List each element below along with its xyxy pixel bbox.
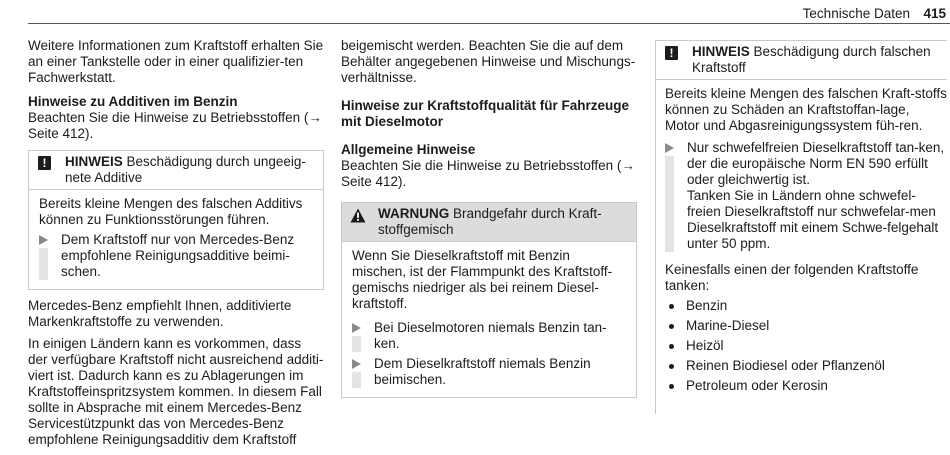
- page-number: 415: [923, 6, 946, 21]
- bullet-icon: [669, 344, 674, 349]
- list-item: Petroleum oder Kerosin: [665, 378, 947, 394]
- additives-heading: Hinweise zu Additiven im Benzin: [28, 94, 238, 109]
- recommend-paragraph: Mercedes-Benz empfiehlt Ihnen, additivierte Markenkraftstoffe zu verwenden.: [28, 298, 292, 329]
- warning-triangle-icon: [350, 208, 366, 223]
- step-bar: [39, 248, 48, 280]
- step-text: Dem Kraftstoff nur von Mercedes-Benz empfohlene Reinigungsadditive beimi-schen.: [61, 232, 295, 279]
- column-1: [28, 38, 324, 452]
- step-bar: [665, 156, 674, 252]
- bullet-icon: [669, 364, 674, 369]
- list-item: Benzin: [665, 298, 947, 314]
- notice-text: Bereits kleine Mengen des falschen Kraft-stoffs können zu Schäden an Kraftstoffan-lage, Motor und Abgasreinigungssystem füh-ren.: [665, 86, 947, 133]
- exclamation-icon: !: [665, 46, 678, 60]
- triangle-arrow-icon: [39, 235, 48, 245]
- warning-title: Brandgefahr durch Kraft-stoffgemisch: [378, 206, 602, 237]
- bullet-icon: [669, 384, 674, 389]
- notice-label: HINWEIS: [692, 44, 750, 59]
- list-item: Marine-Diesel: [665, 318, 947, 334]
- column-3-left-rule: [655, 76, 656, 414]
- quality-heading: Hinweise zur Kraftstoffqualität für Fahrzeuge mit Dieselmotor: [341, 98, 630, 129]
- step-text: Bei Dieselmotoren niemals Benzin tan-ken.: [374, 320, 607, 351]
- column-3: [655, 40, 947, 398]
- step-extra-text: Tanken Sie in Ländern ohne schwefel-freien Dieselkraftstoff nur schwefelar-men Dieselkraftstoff mit einem Schwe-felgehalt unter 50 ppm.: [687, 188, 939, 251]
- general-heading: Allgemeine Hinweise: [341, 142, 476, 157]
- header-rule: [28, 23, 950, 24]
- exclamation-icon: !: [38, 156, 51, 170]
- notice-box-fuel: [655, 40, 947, 80]
- bullet-icon: [669, 304, 674, 309]
- action-step: [39, 232, 313, 280]
- section-title: Technische Daten: [802, 6, 910, 21]
- action-step: [352, 356, 626, 388]
- notice-label: HINWEIS: [65, 154, 123, 169]
- page-header: [0, 0, 950, 24]
- step-text: Nur schwefelfreien Dieselkraftstoff tan-ken, der die europäische Norm EN 590 erfüllt oder gleichwertig ist.: [687, 140, 945, 187]
- never-intro: Keinesfalls einen der folgenden Kraftstoffe tanken:: [665, 262, 919, 293]
- bullet-icon: [669, 324, 674, 329]
- notice-text: Bereits kleine Mengen des falschen Additivs können zu Funktionsstörungen führen.: [39, 196, 303, 227]
- warning-label: WARNUNG: [378, 206, 450, 221]
- list-item: Heizöl: [665, 338, 947, 354]
- countries-paragraph: In einigen Ländern kann es vorkommen, dass der verfügbare Kraftstoff nicht ausreichend additi-viert ist. Dadurch kann es zu Ablagerungen im Kraftstoffeinspritzsystem kommen. In diesem Fall sollte in Absprache mit einem Mercedes-Benz Servicestützpunkt das von Mercedes-Benz empfohlene Reinigungsadditiv dem Kraftstoff: [28, 336, 324, 447]
- column-2: [341, 38, 637, 406]
- notice-body: [655, 86, 947, 394]
- never-fuel-list: [665, 298, 947, 394]
- step-text: Dem Dieselkraftstoff niemals Benzin beimischen.: [374, 356, 591, 387]
- notice-header: [29, 151, 323, 190]
- step-bar: [352, 336, 361, 352]
- notice-body: [29, 190, 323, 289]
- warning-text: Wenn Sie Dieselkraftstoff mit Benzin mischen, ist der Flammpunkt des Kraftstoff-gemischs niedriger als bei reinem Diesel-kraftstoff.: [352, 248, 613, 311]
- general-text: Beachten Sie die Hinweise zu Betriebsstoffen (→ Seite 412).: [341, 158, 635, 189]
- notice-title: Beschädigung durch falschen Kraftstoff: [692, 44, 931, 75]
- list-item: Reinen Biodiesel oder Pflanzenöl: [665, 358, 947, 374]
- notice-header: [656, 41, 947, 79]
- notice-title: Beschädigung durch ungeeig-nete Additive: [65, 154, 306, 185]
- step-bar: [352, 372, 361, 388]
- triangle-arrow-icon: [352, 323, 361, 333]
- action-step: [665, 140, 947, 252]
- warning-body: [342, 242, 636, 397]
- triangle-arrow-icon: [352, 359, 361, 369]
- additives-text: Beachten Sie die Hinweise zu Betriebsstoffen (→ Seite 412).: [28, 110, 322, 141]
- triangle-arrow-icon: [665, 143, 674, 153]
- notice-box-additives: [28, 150, 324, 290]
- continued-paragraph: beigemischt werden. Beachten Sie die auf dem Behälter angegebenen Hinweise und Mischungs-verhältnisse.: [341, 38, 636, 85]
- action-step: [352, 320, 626, 352]
- warning-box: [341, 202, 637, 398]
- intro-paragraph: Weitere Informationen zum Kraftstoff erhalten Sie an einer Tankstelle oder in einer qualifizier-ten Fachwerkstatt.: [28, 38, 324, 85]
- warning-header: [342, 203, 636, 242]
